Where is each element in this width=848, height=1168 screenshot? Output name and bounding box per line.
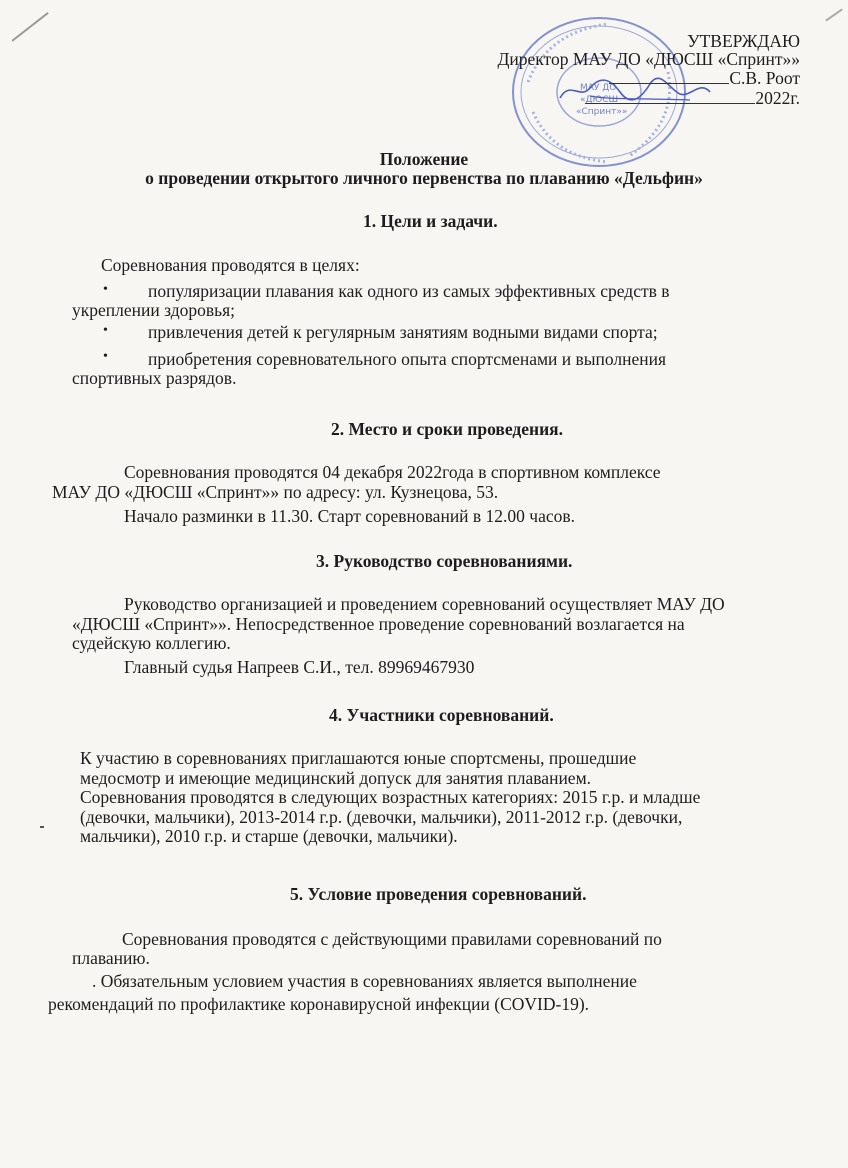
signatory-name: С.В. Роот: [729, 68, 800, 88]
section-4-heading: 4. Участники соревнований.: [329, 705, 554, 725]
section-1-bullet-3-cont: спортивных разрядов.: [72, 368, 237, 388]
section-3-para-1-cont: «ДЮСШ «Спринт»». Непосредственное проведение соревнований возлагается на: [72, 614, 685, 634]
approval-label: УТВЕРЖДАЮ: [687, 31, 800, 51]
section-4-line: мальчики), 2010 г.р. и старше (девочки, мальчики).: [80, 826, 458, 846]
bullet: •: [103, 282, 108, 297]
section-5-line: плаванию.: [72, 948, 150, 968]
signature-line: [609, 83, 729, 84]
approval-year: 2022г.: [755, 88, 800, 108]
section-1-bullet-1: популяризации плавания как одного из самых эффективных средств в: [148, 281, 670, 301]
section-4-line: медосмотр и имеющие медицинский допуск для занятия плаванием.: [80, 768, 592, 788]
section-3-para-1-cont: судейскую коллегию.: [72, 633, 231, 653]
svg-text:«Спринт»»: «Спринт»»: [576, 107, 628, 117]
section-3-para-2: Главный судья Напреев С.И., тел. 89969467930: [124, 657, 475, 677]
section-2-heading: 2. Место и сроки проведения.: [331, 419, 564, 439]
section-1-intro: Соревнования проводятся в целях:: [101, 255, 360, 275]
section-4-line: К участию в соревнованиях приглашаются юные спортсмены, прошедшие: [80, 748, 637, 768]
scan-dot: [40, 826, 44, 828]
section-1-heading: 1. Цели и задачи.: [363, 211, 498, 231]
section-1-bullet-3: приобретения соревновательного опыта спортсменами и выполнения: [148, 349, 667, 369]
section-5-line: Соревнования проводятся с действующими правилами соревнований по: [122, 929, 662, 949]
section-4-line: (девочки, мальчики), 2013-2014 г.р. (девочки, мальчики), 2011-2012 г.р. (девочки,: [80, 807, 683, 827]
pen-mark: [825, 8, 843, 21]
document-title: Положение: [379, 149, 469, 169]
bullet: •: [103, 349, 108, 364]
bullet: •: [103, 323, 108, 338]
section-5-heading: 5. Условие проведения соревнований.: [290, 884, 587, 904]
section-1-bullet-2: привлечения детей к регулярным занятиям водными видами спорта;: [148, 322, 658, 342]
pen-mark: [11, 12, 48, 42]
approval-director: Директор МАУ ДО «ДЮСШ «Спринт»»: [497, 49, 800, 69]
date-line: [585, 103, 755, 104]
svg-text:«ДЮСШ: «ДЮСШ: [580, 95, 619, 105]
section-5-line: рекомендаций по профилактике коронавирусной инфекции (COVID-19).: [48, 994, 590, 1014]
approval-signatory: [609, 67, 800, 89]
section-4-line: Соревнования проводятся в следующих возрастных категориях: 2015 г.р. и младше: [80, 787, 701, 807]
svg-text:МАУ ДО: МАУ ДО: [580, 83, 617, 93]
section-2-para-1: Соревнования проводятся 04 декабря 2022года в спортивном комплексе: [124, 462, 661, 482]
section-2-para-2: Начало разминки в 11.30. Старт соревнований в 12.00 часов.: [124, 506, 576, 526]
section-3-para-1: Руководство организацией и проведением соревнований осуществляет МАУ ДО: [124, 594, 725, 614]
approval-date: [585, 87, 800, 109]
section-5-line: . Обязательным условием участия в соревнованиях является выполнение: [92, 971, 637, 991]
section-2-para-1-cont: МАУ ДО «ДЮСШ «Спринт»» по адресу: ул. Кузнецова, 53.: [52, 482, 499, 502]
document-subtitle: о проведении открытого личного первенства по плаванию «Дельфин»: [145, 168, 703, 188]
section-3-heading: 3. Руководство соревнованиями.: [316, 551, 573, 571]
section-1-bullet-1-cont: укреплении здоровья;: [72, 300, 236, 320]
